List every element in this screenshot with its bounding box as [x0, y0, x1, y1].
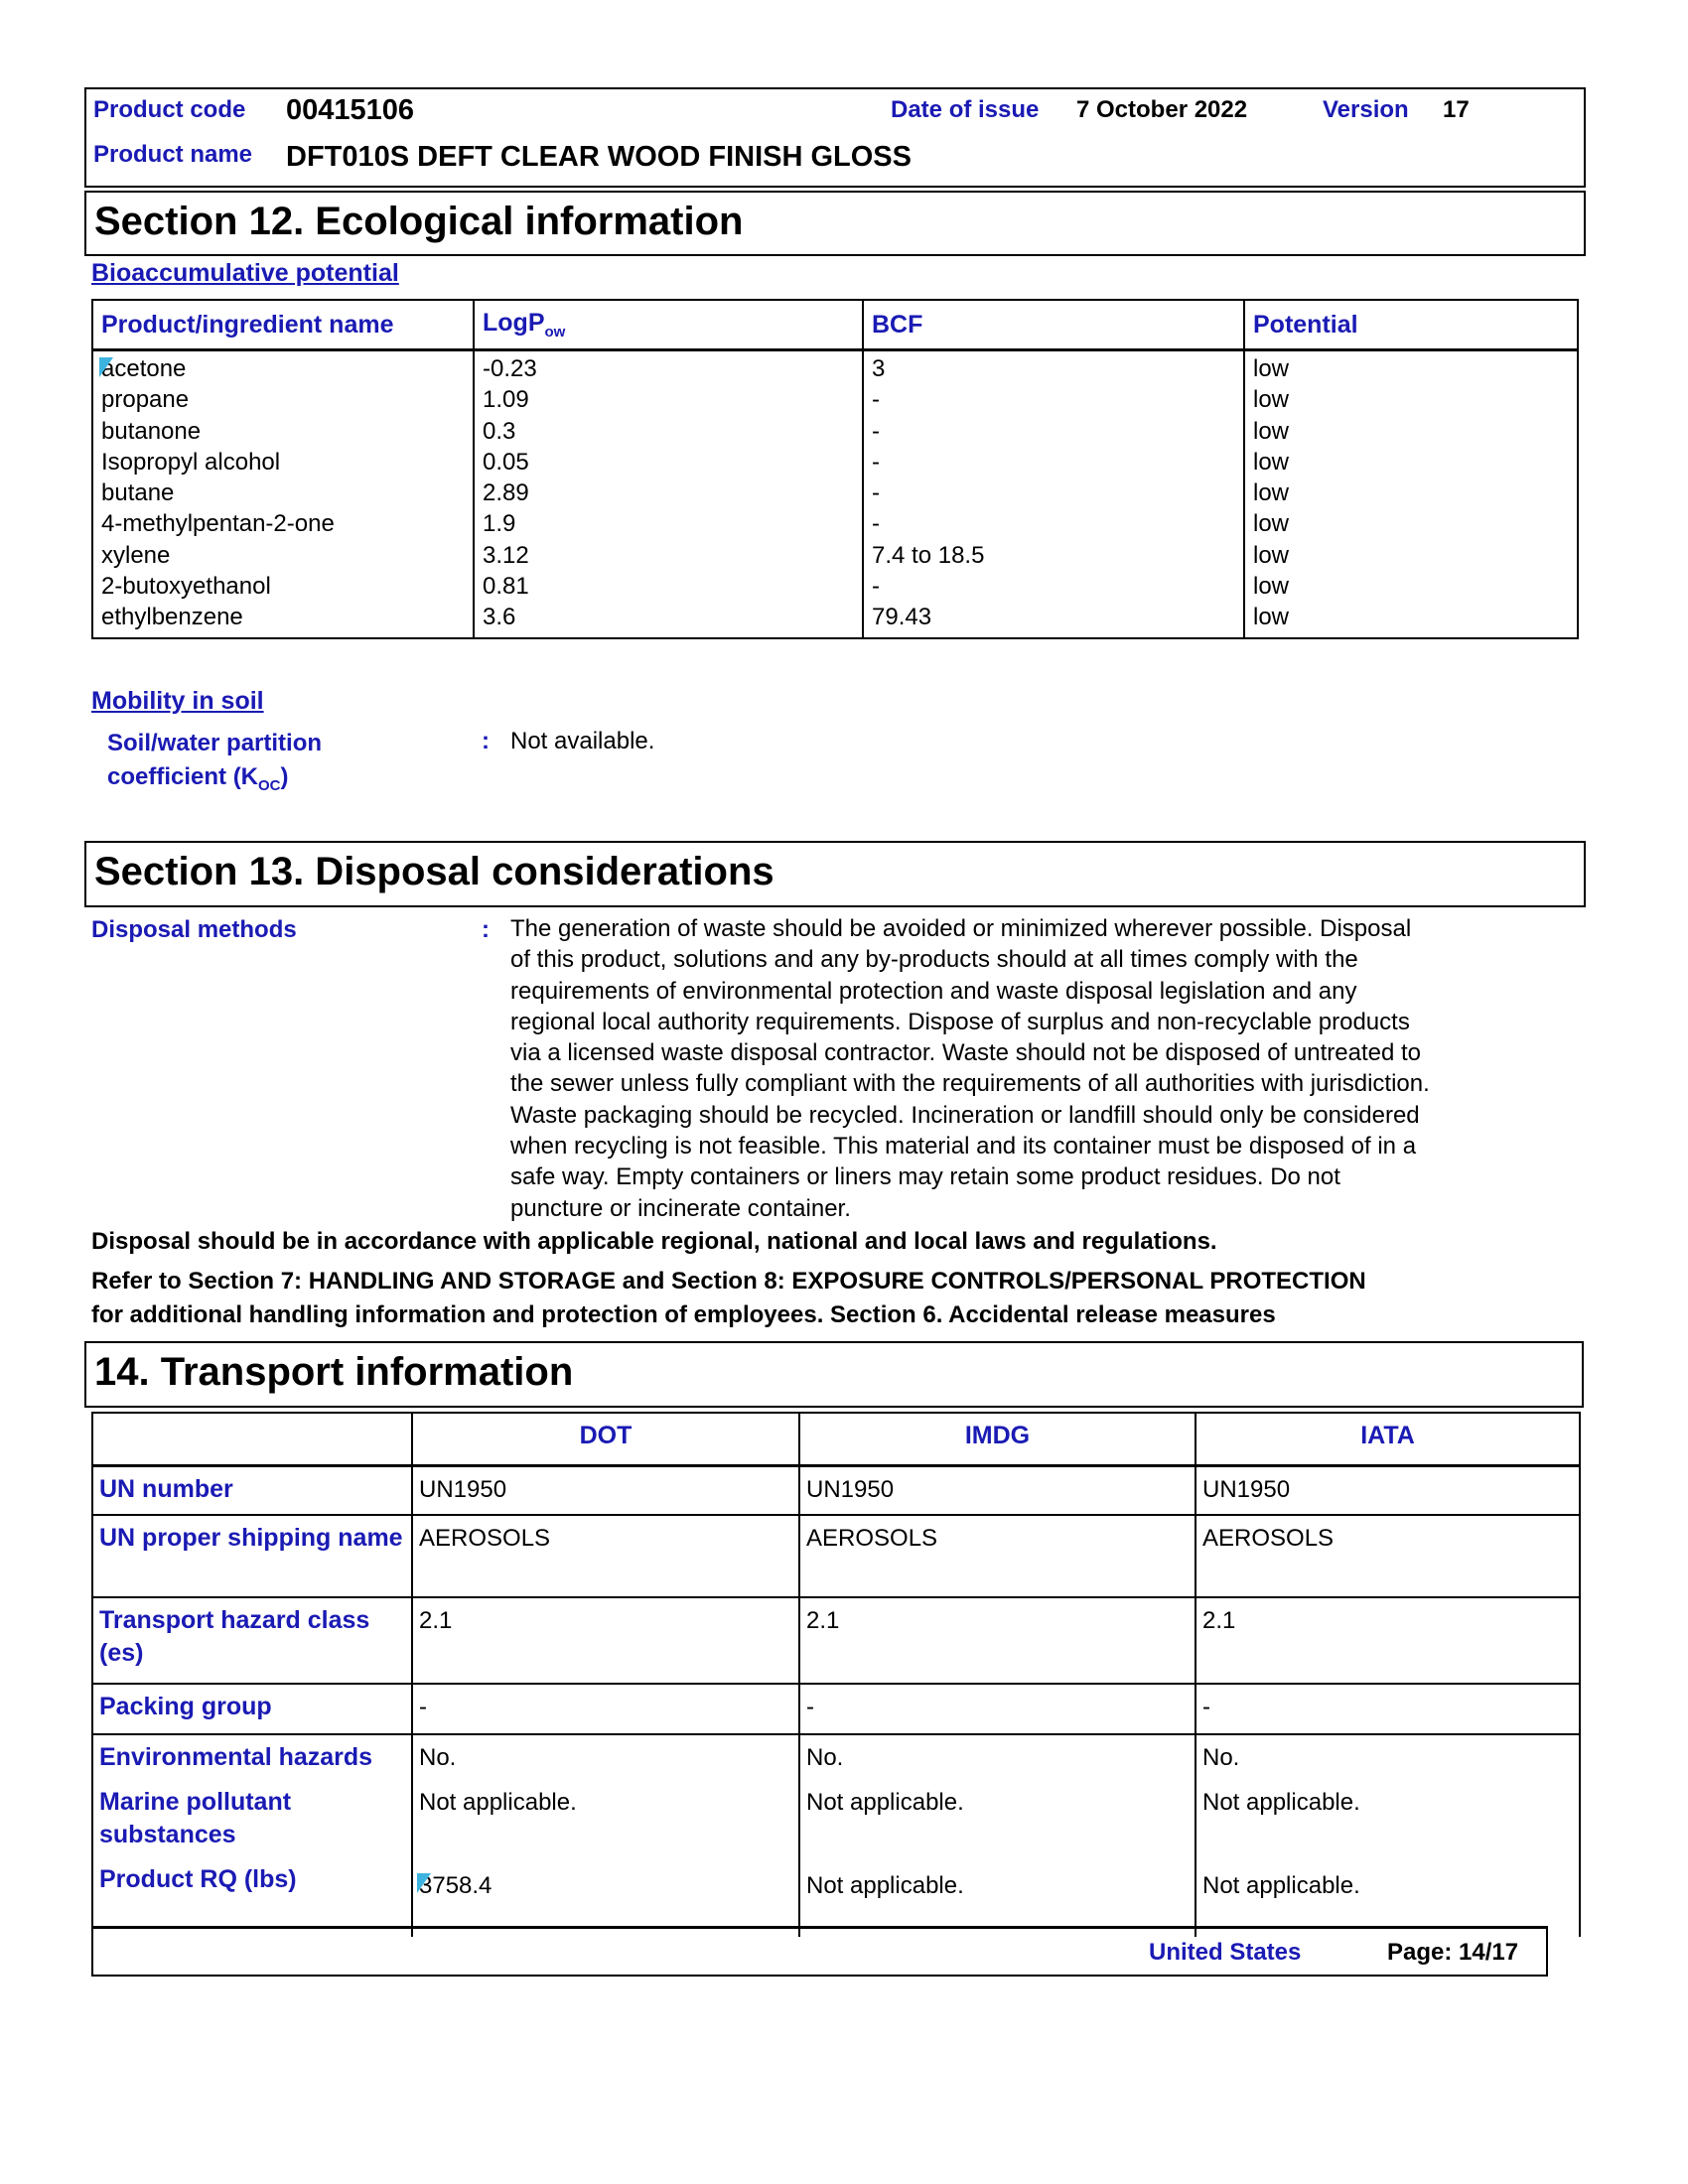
cell-value: 79.43: [872, 604, 932, 631]
date-label: Date of issue: [891, 96, 1040, 123]
cell-value: [1196, 1597, 1580, 1684]
cell-value: 0.81: [483, 573, 529, 601]
column-cells: [1244, 350, 1578, 638]
text-line: the sewer unless fully compliant with the requirements of all authorities with jurisdiction.: [510, 1070, 1430, 1098]
disposal-methods-text: [510, 913, 1430, 1224]
section-title: 14. Transport information: [94, 1350, 574, 1394]
refer-line-1: Refer to Section 7: HANDLING AND STORAGE and Section 8: EXPOSURE CONTROLS/PERSONAL PROTECTION: [91, 1268, 1366, 1295]
cell-value: [412, 1734, 799, 1780]
product-name-label: Product name: [93, 141, 253, 168]
bioaccumulative-potential-link[interactable]: Bioaccumulative potential: [91, 259, 399, 287]
col-header-empty: [92, 1413, 412, 1465]
col-header: Potential: [1244, 300, 1578, 350]
text-line: Waste packaging should be recycled. Incineration or landfill should only be considered: [510, 1101, 1420, 1129]
cell-value: -: [872, 573, 880, 601]
cell-value: 0.05: [483, 448, 529, 476]
cell-value: -: [872, 510, 880, 538]
cell-value: -: [872, 479, 880, 507]
disposal-note: Disposal should be in accordance with applicable regional, national and local laws and regulations.: [91, 1228, 1217, 1255]
col-header-dot: DOT: [412, 1413, 799, 1465]
cell-value: [412, 1465, 799, 1515]
value-text: 3758.4: [419, 1872, 492, 1899]
value-text: No.: [419, 1744, 457, 1771]
cell-value: low: [1253, 417, 1290, 445]
mobility-in-soil-link[interactable]: Mobility in soil: [91, 687, 264, 715]
table-row: [92, 1515, 1580, 1597]
cell-value: low: [1253, 510, 1290, 538]
value-text: 2.1: [1202, 1607, 1236, 1634]
column-cells: [863, 350, 1244, 638]
value-text: No.: [806, 1744, 844, 1771]
cell-value: -: [872, 448, 880, 476]
value-text: AEROSOLS: [419, 1525, 551, 1552]
cell-value: -: [872, 417, 880, 445]
value-text: UN1950: [1202, 1475, 1291, 1503]
cell-value: [1196, 1684, 1580, 1734]
text-line: The generation of waste should be avoided or minimized wherever possible. Disposal: [510, 915, 1412, 942]
value-text: Not applicable.: [806, 1872, 964, 1899]
cell-value: [1196, 1857, 1580, 1937]
ingredient-name: butane: [101, 479, 175, 507]
row-label: Product RQ (lbs): [92, 1857, 412, 1937]
refer-line-2: for additional handling information and protection of employees. Section 6. Accidental release measures: [91, 1301, 1276, 1328]
cell-value: low: [1253, 541, 1290, 569]
value-text: 2.1: [419, 1607, 453, 1634]
cell-value: 1.9: [483, 510, 516, 538]
ingredient-name: 2-butoxyethanol: [101, 573, 271, 601]
section-13-header: [84, 841, 1586, 907]
cell-value: [412, 1857, 799, 1937]
row-label: Marine pollutant substances: [92, 1780, 412, 1857]
cell-value: [799, 1780, 1196, 1857]
table-row: [92, 1734, 1580, 1780]
footer-country: United States: [1149, 1939, 1302, 1966]
text-line: puncture or incinerate container.: [510, 1194, 851, 1222]
version: 17: [1443, 96, 1470, 123]
cell-value: low: [1253, 479, 1290, 507]
cell-value: low: [1253, 448, 1290, 476]
row-label: Environmental hazards: [92, 1734, 412, 1780]
cell-value: low: [1253, 386, 1290, 414]
value-text: AEROSOLS: [1202, 1525, 1335, 1552]
cell-value: [799, 1515, 1196, 1597]
cell-value: 7.4 to 18.5: [872, 541, 985, 569]
document-header: [84, 87, 1586, 188]
ingredient-name: ethylbenzene: [101, 604, 243, 631]
row-label: UN number: [92, 1465, 412, 1515]
cell-value: low: [1253, 355, 1290, 382]
value-text: -: [1202, 1694, 1210, 1720]
date-of-issue: 7 October 2022: [1076, 96, 1248, 123]
value-text: UN1950: [419, 1475, 507, 1503]
cell-value: 3.12: [483, 541, 529, 569]
version-label: Version: [1323, 96, 1409, 123]
cell-value: [1196, 1734, 1580, 1780]
ingredient-name: 4-methylpentan-2-one: [101, 510, 335, 538]
col-header: LogP$_{ow}$: [474, 300, 863, 350]
table-body: [92, 350, 1578, 638]
value-text: Not applicable.: [419, 1789, 577, 1816]
cell-value: [799, 1684, 1196, 1734]
product-name: DFT010S DEFT CLEAR WOOD FINISH GLOSS: [286, 141, 912, 173]
col-header-imdg: IMDG: [799, 1413, 1196, 1465]
cell-value: -0.23: [483, 355, 537, 382]
ingredient-name: butanone: [101, 417, 202, 445]
section-12-header: [84, 191, 1586, 256]
col-header-iata: IATA: [1196, 1413, 1580, 1465]
row-label: Transport hazard class (es): [92, 1597, 412, 1684]
ingredient-name: xylene: [101, 541, 171, 569]
text-line: requirements of environmental protection and waste disposal legislation and any: [510, 977, 1357, 1005]
cell-value: [799, 1857, 1196, 1937]
product-code-label: Product code: [93, 96, 246, 123]
cell-value: [412, 1515, 799, 1597]
cell-value: 3.6: [483, 604, 516, 631]
cell-value: low: [1253, 573, 1290, 601]
cell-value: 0.3: [483, 417, 516, 445]
cell-value: [1196, 1465, 1580, 1515]
table-row: [92, 1465, 1580, 1515]
disposal-methods-label: Disposal methods: [91, 916, 297, 943]
selection-marker-icon: [417, 1873, 431, 1893]
cell-value: [799, 1597, 1196, 1684]
table-row: [92, 1780, 1580, 1857]
cell-value: -: [872, 386, 880, 414]
cell-value: [412, 1684, 799, 1734]
transport-table: [91, 1412, 1581, 1937]
section-title: Section 12. Ecological information: [94, 200, 744, 243]
cell-value: [1196, 1780, 1580, 1857]
column-cells: [474, 350, 863, 638]
text-line: safe way. Empty containers or liners may retain some product residues. Do not: [510, 1163, 1340, 1191]
soil-water-label: Soil/water partition coefficient $(K_{OC})$: [107, 730, 323, 794]
ingredient-name: Isopropyl alcohol: [101, 448, 281, 476]
cell-value: [1196, 1515, 1580, 1597]
colon: :: [482, 728, 490, 754]
page-footer: [91, 1926, 1548, 1977]
product-code: 00415106: [286, 94, 415, 126]
section-title: Section 13. Disposal considerations: [94, 850, 774, 893]
cell-value: [799, 1465, 1196, 1515]
value-text: AEROSOLS: [806, 1525, 938, 1552]
footer-page-number: Page: 14/17: [1387, 1939, 1519, 1966]
col-header: Product/ingredient name: [92, 300, 474, 350]
text-line: when recycling is not feasible. This material and its container must be disposed of in a: [510, 1133, 1417, 1160]
cell-value: [412, 1597, 799, 1684]
section-14-header: [84, 1341, 1584, 1408]
value-text: -: [806, 1694, 814, 1720]
table-row: [92, 1597, 1580, 1684]
soil-water-value: Not available.: [510, 728, 655, 754]
cell-value: 3: [872, 355, 886, 382]
text-line: regional local authority requirements. Dispose of surplus and non-recyclable products: [510, 1008, 1410, 1035]
value-text: No.: [1202, 1744, 1240, 1771]
cell-value: [799, 1734, 1196, 1780]
value-text: -: [419, 1694, 427, 1720]
cell-value: low: [1253, 604, 1290, 631]
value-text: Not applicable.: [806, 1789, 964, 1816]
ingredient-name: acetone: [101, 355, 187, 382]
text-line: via a licensed waste disposal contractor. Waste should not be disposed of untreated to: [510, 1039, 1421, 1067]
row-label: UN proper shipping name: [92, 1515, 412, 1597]
text-line: of this product, solutions and any by-products should at all times comply with the: [510, 946, 1358, 974]
ingredient-name: propane: [101, 386, 190, 414]
bioaccumulation-table: [91, 299, 1579, 639]
selection-marker-icon: [99, 357, 113, 377]
value-text: Not applicable.: [1202, 1872, 1360, 1899]
row-label: Packing group: [92, 1684, 412, 1734]
value-text: Not applicable.: [1202, 1789, 1360, 1816]
value-text: UN1950: [806, 1475, 895, 1503]
table-row: [92, 1857, 1580, 1937]
cell-value: [412, 1780, 799, 1857]
col-header: BCF: [863, 300, 1244, 350]
colon: :: [482, 916, 490, 943]
value-text: 2.1: [806, 1607, 840, 1634]
cell-value: 1.09: [483, 386, 529, 414]
table-row: [92, 1684, 1580, 1734]
column-cells: [92, 350, 474, 638]
cell-value: 2.89: [483, 479, 529, 507]
